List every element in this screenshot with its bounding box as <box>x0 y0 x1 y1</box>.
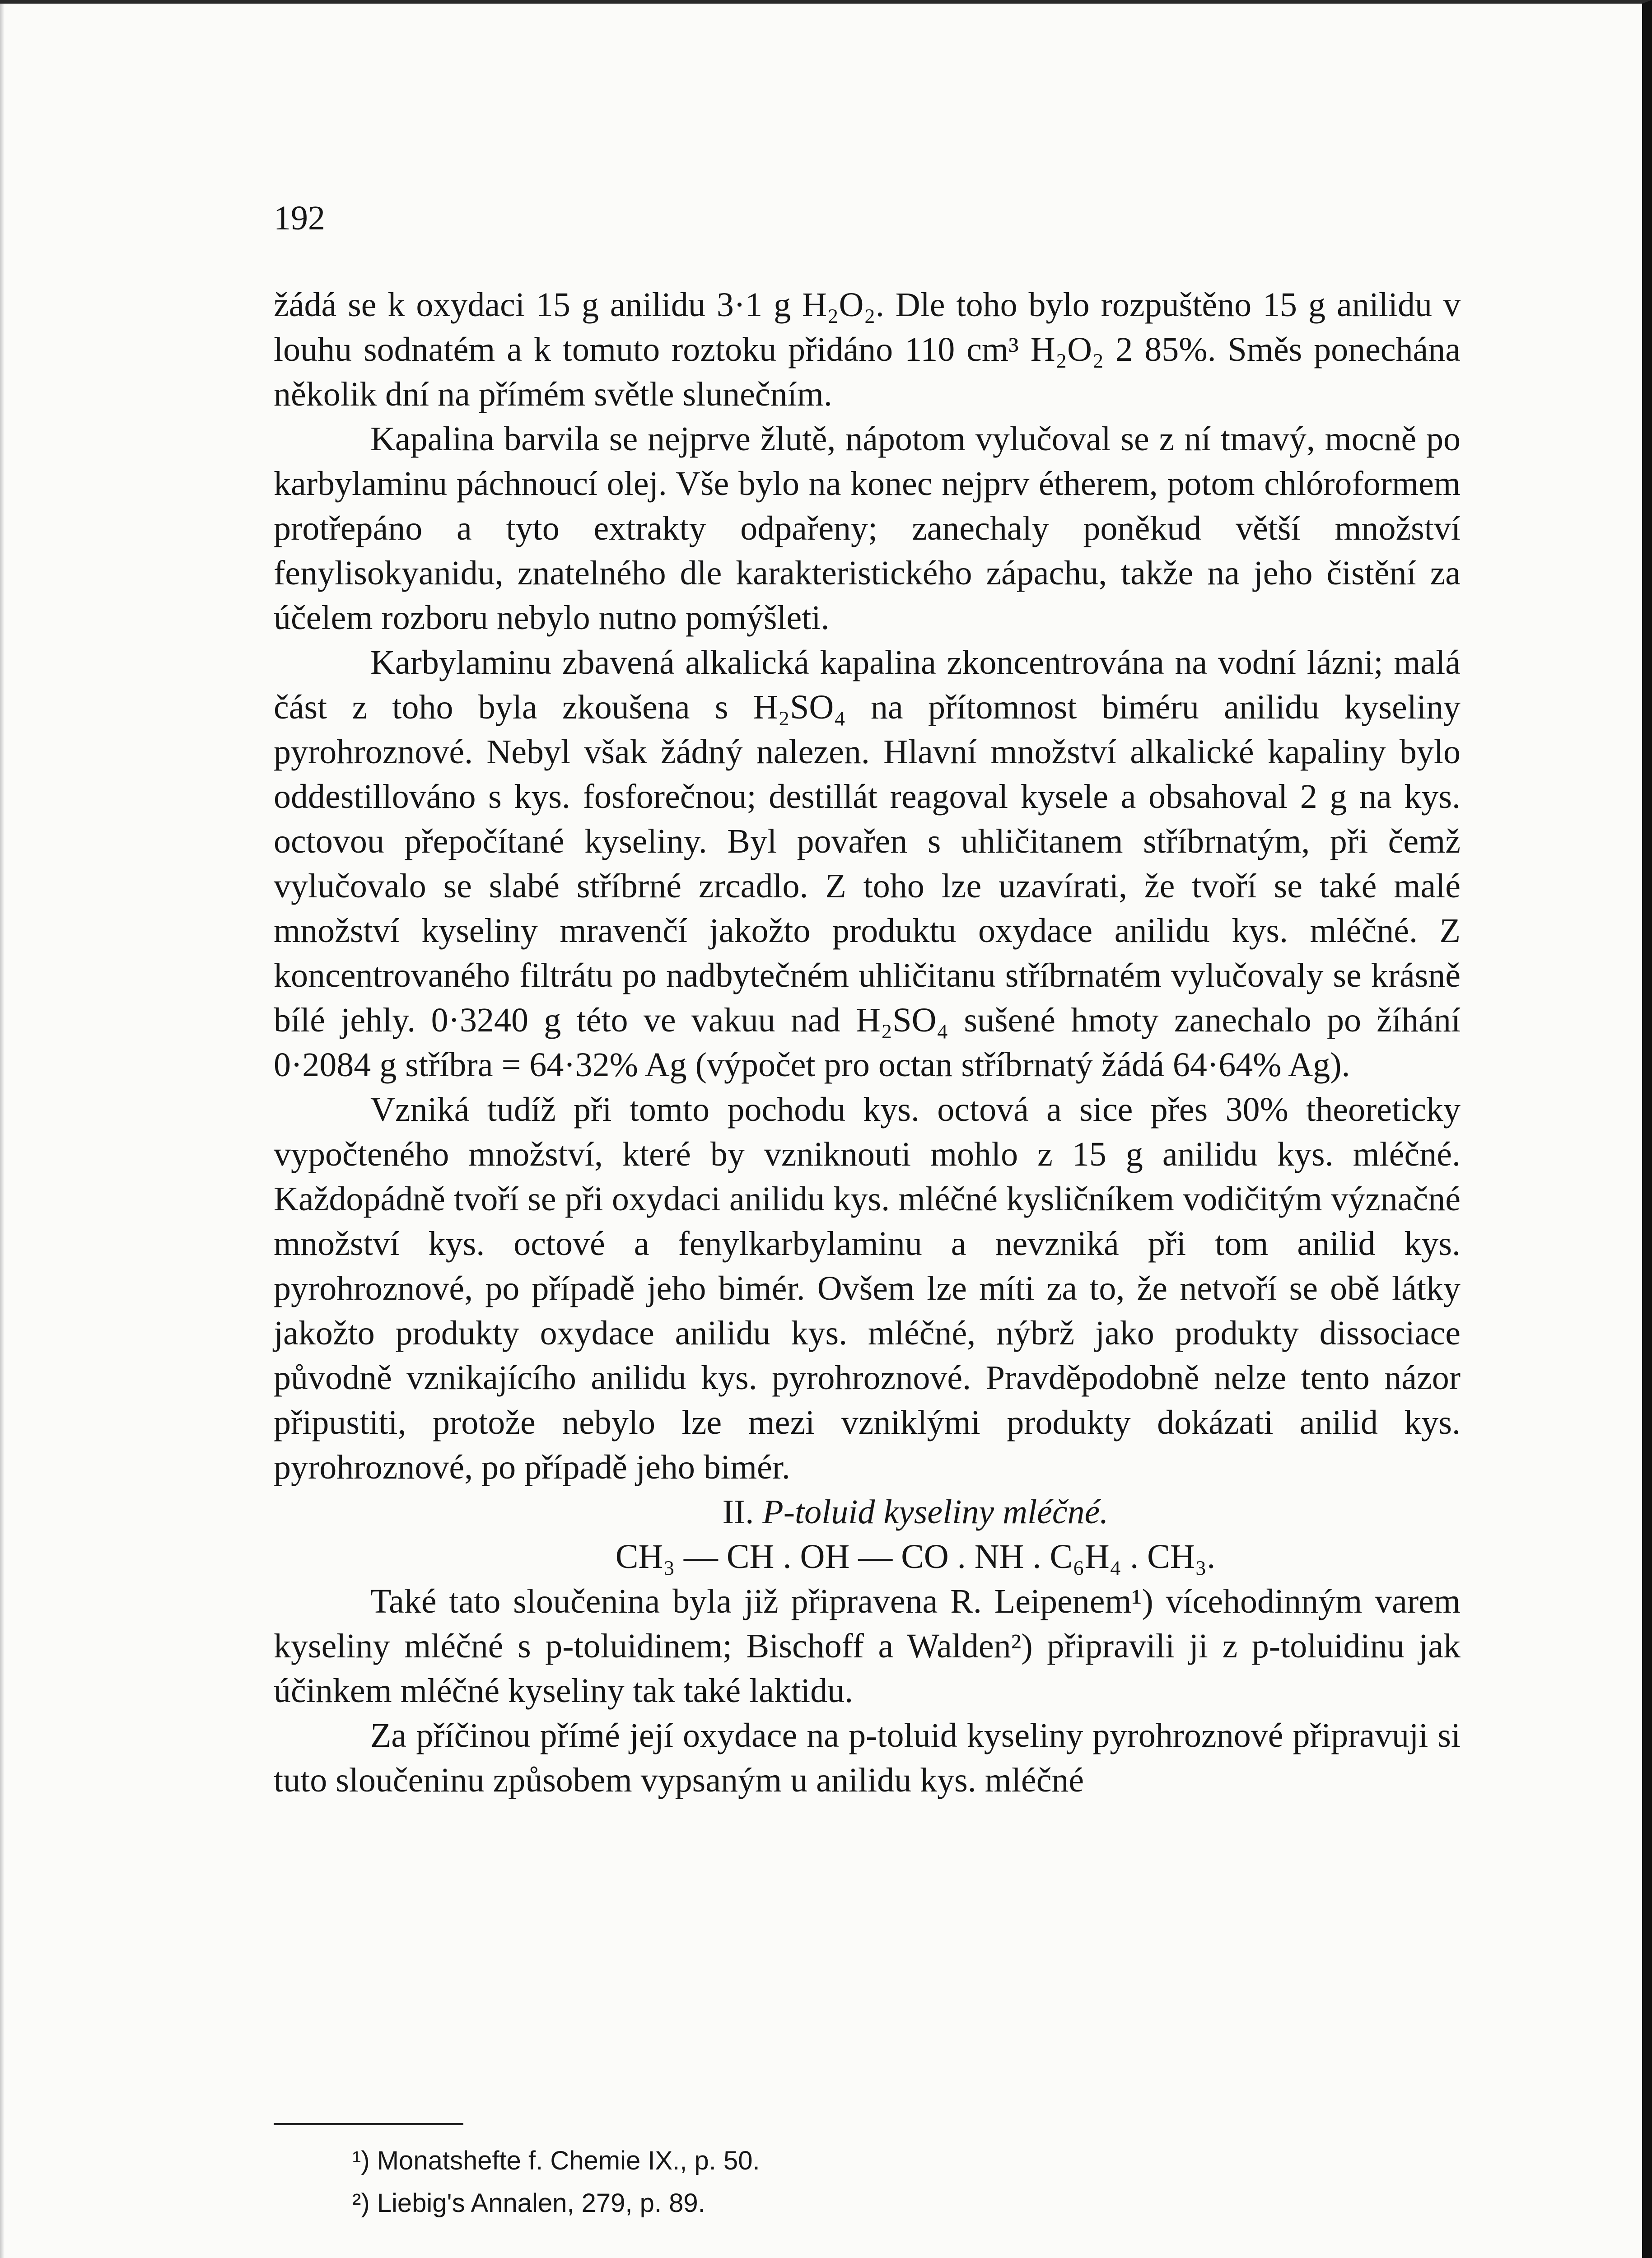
footnotes <box>352 2140 1391 2225</box>
body-text <box>274 283 1461 1803</box>
chemical-formula: CH₃ — CH . OH — CO . NH . C₆H₄ . CH₃. <box>615 1538 1216 1576</box>
paragraph-5: Také tato sloučenina byla již připravena R. Leipenem¹) vícehodinným varem kyseliny mléčné s p-toluidinem; Bischoff a Walden²) připravili ji z p-toluidinu jak účinkem mléčné kyseliny tak také laktidu. <box>274 1582 1461 1710</box>
section-heading <box>274 1490 1461 1535</box>
paragraph-4: Vzniká tudíž při tomto pochodu kys. octová a sice přes 30% theoreticky vypočteného množství, které by vzniknouti mohlo z 15 g anilidu kys. mléčné. Každopádně tvoří se při oxydaci anilidu kys. mléčné kysličníkem vodičitým význačné množství kys. octové a fenylkarbylaminu a nevzniká při tom anilid kys. pyrohroznové, po případě jeho bimér. Ovšem lze míti za to, že netvoří se obě látky jakožto produkty oxydace anilidu kys. mléčné, nýbrž jako produkty dissociace původně vznikajícího anilidu kys. pyrohroznové. Pravděpodobně nelze tento názor připustiti, protože nebylo lze mezi vzniklými produkty dokázati anilid kys. pyrohroznové, po případě jeho bimér. <box>274 1091 1461 1486</box>
section-title: P-toluid kyseliny mléčné. <box>762 1493 1109 1531</box>
page-number: 192 <box>274 199 325 237</box>
paragraph-3: Karbylaminu zbavená alkalická kapalina zkoncentrována na vodní lázni; malá část z toho byla zkoušena s H₂SO₄ na přítomnost biméru anilidu kyseliny pyrohroznové. Nebyl však žádný nalezen. Hlavní množství alkalické kapaliny bylo oddestillováno s kys. fosforečnou; destillát reagoval kysele a obsahoval 2 g na kys. octovou přepočítané kyseliny. Byl povařen s uhličitanem stříbrnatým, při čemž vylučovalo se slabé stříbrné zrcadlo. Z toho lze uzavírati, že tvoří se také malé množství kyseliny mravenčí jakožto produktu oxydace anilidu kys. mléčné. Z koncentrovaného filtrátu po nadbytečném uhličitanu stříbrnatém vylučovaly se krásně bílé jehly. 0·3240 g této ve vakuu nad H₂SO₄ sušené hmoty zanechalo po žíhání 0·2084 g stříbra = 64·32% Ag (výpočet pro octan stříbrnatý žádá 64·64% Ag). <box>274 644 1461 1084</box>
footnote-1: ¹) Monatshefte f. Chemie IX., p. 50. <box>352 2146 760 2175</box>
page-edge-shadow <box>0 4 5 2258</box>
paragraph-6: Za příčinou přímé její oxydace na p-toluid kyseliny pyrohroznové připravuji si tuto sloučeninu způsobem vypsaným u anilidu kys. mléčné <box>274 1717 1461 1799</box>
footnote-2: ²) Liebig's Annalen, 279, p. 89. <box>352 2188 705 2218</box>
paragraph-2: Kapalina barvila se nejprve žlutě, nápotom vylučoval se z ní tmavý, mocně po karbylaminu páchnoucí olej. Vše bylo na konec nejprv étherem, potom chlóroformem protřepáno a tyto extrakty odpařeny; zanechaly poněkud větší množství fenylisokyanidu, znatelného dle karakteristického zápachu, takže na jeho čistění za účelem rozboru nebylo nutno pomýšleti. <box>274 420 1461 637</box>
paragraph-1: žádá se k oxydaci 15 g anilidu 3·1 g H₂O₂. Dle toho bylo rozpuštěno 15 g anilidu v louhu sodnatém a k tomuto roztoku přidáno 110 cm³ H₂O₂ 2 85%. Směs ponechána několik dní na přímém světle slunečním. <box>274 286 1461 413</box>
footnote-divider <box>274 2123 463 2125</box>
section-number: II. <box>722 1493 754 1531</box>
